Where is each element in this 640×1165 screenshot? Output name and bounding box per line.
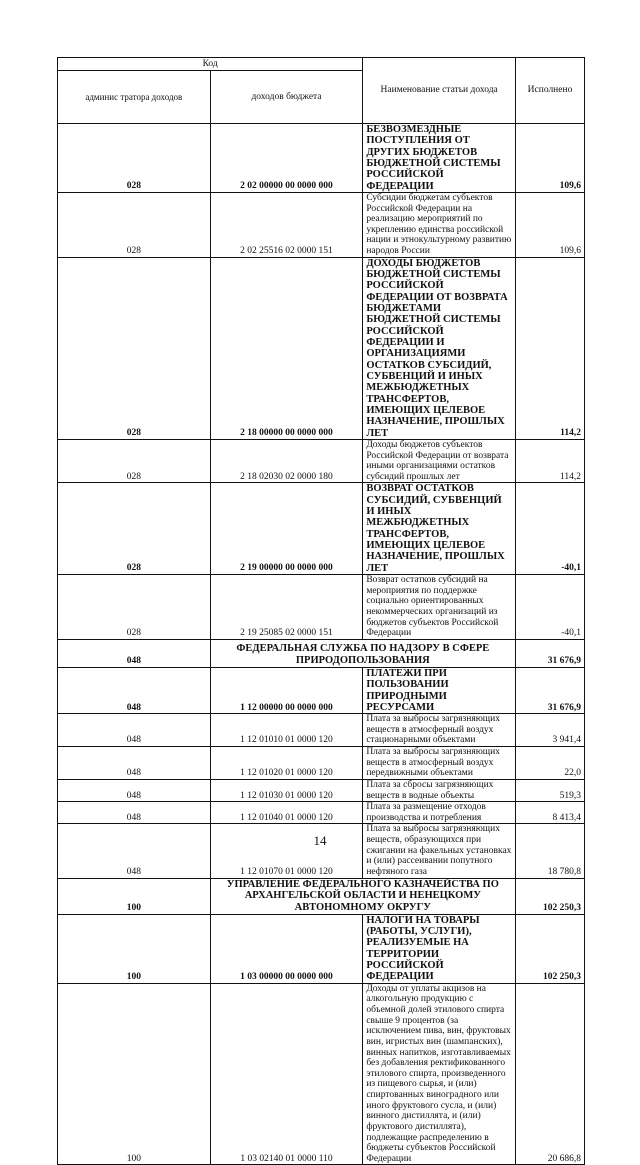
executed-value-cell: 114,2 [516,439,585,483]
table-row [58,575,585,640]
admin-code-cell: 028 [58,483,211,575]
table-row [58,124,585,193]
executed-value-cell: 102 250,3 [516,878,585,914]
executed-value-cell: 109,6 [516,192,585,257]
table-row [58,779,585,801]
admin-code-cell: 048 [58,747,211,780]
table-row [58,192,585,257]
table-row [58,667,585,713]
executed-value-cell: 31 676,9 [516,639,585,667]
table-row [58,714,585,747]
table-row [58,914,585,983]
budget-code-cell: 1 12 01070 01 0000 120 [210,824,363,878]
executed-value-cell: 114,2 [516,257,585,439]
budget-code-cell: 1 12 00000 00 0000 000 [210,667,363,713]
item-name-cell: ВОЗВРАТ ОСТАТКОВ СУБСИДИЙ, СУБВЕНЦИЙ И ИНЫХ МЕЖБЮДЖЕТНЫХ ТРАНСФЕРТОВ, ИМЕЮЩИХ ЦЕЛЕВОЕ НАЗНАЧЕНИЕ, ПРОШЛЫХ ЛЕТ [363,483,516,575]
item-name-cell: Плата за размещение отходов производства и потребления [363,802,516,824]
admin-code-cell: 048 [58,802,211,824]
executed-value-cell: 18 780,8 [516,824,585,878]
executed-value-cell: 102 250,3 [516,914,585,983]
table-row [58,983,585,1165]
budget-code-cell: 1 12 01010 01 0000 120 [210,714,363,747]
admin-code-cell: 048 [58,714,211,747]
value-column-header: Исполнено [516,58,585,124]
item-name-cell: Возврат остатков субсидий на мероприятия по поддержке социально ориентированных некоммерческих организаций из бюджетов субъектов Российской Федерации [363,575,516,640]
budget-code-cell: 2 19 25085 02 0000 151 [210,575,363,640]
admin-code-cell: 048 [58,639,211,667]
executed-value-cell: -40,1 [516,575,585,640]
executed-value-cell: -40,1 [516,483,585,575]
executed-value-cell: 519,3 [516,779,585,801]
admin-code-cell: 028 [58,257,211,439]
admin-code-cell: 048 [58,667,211,713]
item-name-cell: Доходы бюджетов субъектов Российской Федерации от возврата иными организациями остатков субсидий прошлых лет [363,439,516,483]
item-name-cell: Плата за выбросы загрязняющих веществ, образующихся при сжигании на факельных установках и (или) рассеивании попутного нефтяного газа [363,824,516,878]
budget-code-cell: 1 12 01020 01 0000 120 [210,747,363,780]
revenue-table [57,57,585,1165]
table-row [58,257,585,439]
budget-code-cell: 1 03 02140 01 0000 110 [210,983,363,1165]
executed-value-cell: 8 413,4 [516,802,585,824]
budget-code-cell: 2 02 00000 00 0000 000 [210,124,363,193]
item-name-cell: БЕЗВОЗМЕЗДНЫЕ ПОСТУПЛЕНИЯ ОТ ДРУГИХ БЮДЖЕТОВ БЮДЖЕТНОЙ СИСТЕМЫ РОССИЙСКОЙ ФЕДЕРАЦИИ [363,124,516,193]
admin-code-cell: 028 [58,124,211,193]
budget-code-cell: 1 12 01030 01 0000 120 [210,779,363,801]
table-row [58,483,585,575]
item-name-cell: Плата за выбросы загрязняющих веществ в атмосферный воздух передвижными объектами [363,747,516,780]
item-name-cell: ДОХОДЫ БЮДЖЕТОВ БЮДЖЕТНОЙ СИСТЕМЫ РОССИЙСКОЙ ФЕДЕРАЦИИ ОТ ВОЗВРАТА БЮДЖЕТАМИ БЮДЖЕТНОЙ СИСТЕМЫ РОССИЙСКОЙ ФЕДЕРАЦИИ И ОРГАНИЗАЦИЯМИ ОСТАТКОВ СУБСИДИЙ, СУБВЕНЦИЙ И ИНЫХ МЕЖБЮДЖЕТНЫХ ТРАНСФЕРТОВ, ИМЕЮЩИХ ЦЕЛЕВОЕ НАЗНАЧЕНИЕ, ПРОШЛЫХ ЛЕТ [363,257,516,439]
item-name-cell: Плата за выбросы загрязняющих веществ в атмосферный воздух стационарными объектами [363,714,516,747]
executed-value-cell: 109,6 [516,124,585,193]
budget-code-cell: 2 02 25516 02 0000 151 [210,192,363,257]
table-row [58,747,585,780]
section-title-cell: УПРАВЛЕНИЕ ФЕДЕРАЛЬНОГО КАЗНАЧЕЙСТВА ПО АРХАНГЕЛЬСКОЙ ОБЛАСТИ И НЕНЕЦКОМУ АВТОНОМНОМУ ОКРУГУ [210,878,515,914]
admin-code-cell: 028 [58,439,211,483]
admin-code-cell: 028 [58,192,211,257]
admin-code-cell: 100 [58,878,211,914]
name-column-header: Наименование статьи дохода [363,58,516,124]
item-name-cell: ПЛАТЕЖИ ПРИ ПОЛЬЗОВАНИИ ПРИРОДНЫМИ РЕСУРСАМИ [363,667,516,713]
header-row-top [58,58,585,71]
budget-column-header: доходов бюджета [210,71,363,124]
section-row [58,639,585,667]
admin-code-cell: 048 [58,824,211,878]
item-name-cell: Доходы от уплаты акцизов на алкогольную продукцию с объемной долей этилового спирта свыше 9 процентов (за исключением пива, вин, фруктовых вин, игристых вин (шампанских), винных напитков, изготавливаемых без добавления ректификованного этилового спирта, произведенного из пищевого сырья, и (или) спиртованных виноградного или иного фруктового сусла, и (или) винного дистиллята, и (или) фруктового дистиллята), подлежащие распределению в бюджеты субъектов Российской Федерации [363,983,516,1165]
admin-column-header: админис тратора доходов [58,71,211,124]
executed-value-cell: 22,0 [516,747,585,780]
executed-value-cell: 3 941,4 [516,714,585,747]
executed-value-cell: 20 686,8 [516,983,585,1165]
admin-code-cell: 028 [58,575,211,640]
item-name-cell: Субсидии бюджетам субъектов Российской Федерации на реализацию мероприятий по укреплению единства российской нации и этнокультурному развитию народов России [363,192,516,257]
item-name-cell: НАЛОГИ НА ТОВАРЫ (РАБОТЫ, УСЛУГИ), РЕАЛИЗУЕМЫЕ НА ТЕРРИТОРИИ РОССИЙСКОЙ ФЕДЕРАЦИИ [363,914,516,983]
budget-code-cell: 1 12 01040 01 0000 120 [210,802,363,824]
section-title-cell: ФЕДЕРАЛЬНАЯ СЛУЖБА ПО НАДЗОРУ В СФЕРЕ ПРИРОДОПОЛЬЗОВАНИЯ [210,639,515,667]
budget-code-cell: 2 19 00000 00 0000 000 [210,483,363,575]
executed-value-cell: 31 676,9 [516,667,585,713]
budget-code-cell: 1 03 00000 00 0000 000 [210,914,363,983]
admin-code-cell: 048 [58,779,211,801]
admin-code-cell: 100 [58,914,211,983]
table-row [58,439,585,483]
section-row [58,878,585,914]
budget-code-cell: 2 18 00000 00 0000 000 [210,257,363,439]
code-group-header: Код [58,58,363,71]
admin-code-cell: 100 [58,983,211,1165]
table-row [58,802,585,824]
budget-code-cell: 2 18 02030 02 0000 180 [210,439,363,483]
page-number: 14 [313,833,327,848]
item-name-cell: Плата за сбросы загрязняющих веществ в водные объекты [363,779,516,801]
